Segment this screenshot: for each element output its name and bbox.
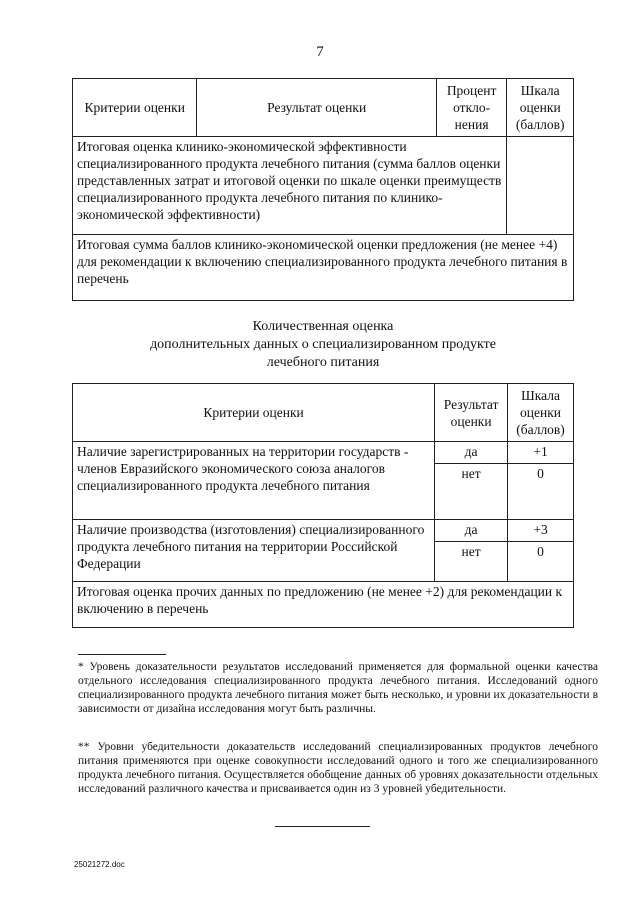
total-row: Итоговая оценка прочих данных по предложению (не менее +2) для рекомендации к включению в перечень xyxy=(73,582,574,628)
col-header-deviation: Процент откло-нения xyxy=(436,79,506,137)
section-title: Количественная оценка дополнительных данных о специализированном продукте лечебного питания xyxy=(150,319,496,370)
col-header-result: Результат оценки xyxy=(197,79,436,137)
col-header-criteria: Критерии оценки xyxy=(73,384,435,442)
col-header-scale: Шкала оценки (баллов) xyxy=(507,79,574,137)
score-value: 0 xyxy=(508,542,574,582)
footnote-divider xyxy=(78,654,166,655)
criterion-analogs: Наличие зарегистрированных на территории государств - членов Евразийского экономического союза аналогов специализированного продукта лечебного питания xyxy=(73,442,435,520)
result-no: нет xyxy=(435,542,508,582)
end-divider xyxy=(275,826,370,827)
col-header-result: Результат оценки xyxy=(435,384,508,442)
page-number: 7 xyxy=(316,44,324,60)
clinical-economic-table xyxy=(72,78,574,301)
document-code: 25021272.doc xyxy=(74,860,125,869)
result-no: нет xyxy=(435,464,508,520)
additional-data-table xyxy=(72,383,574,628)
result-yes: да xyxy=(435,520,508,542)
col-header-criteria: Критерии оценки xyxy=(73,79,197,137)
score-value: +1 xyxy=(508,442,574,464)
criterion-production: Наличие производства (изготовления) специализированного продукта лечебного питания на территории Российской Федерации xyxy=(73,520,435,582)
score-cell xyxy=(507,137,574,235)
footnote-1: * Уровень доказательности результатов исследований применяется для формальной оценки качества отдельного исследования специализированного продукта лечебного питания. Исследований одного специализированного продукта лечебного питания может быть несколько, и уровни их доказательности в зависимости от дизайна исследования могут быть различны. xyxy=(78,661,598,715)
col-header-scale: Шкала оценки (баллов) xyxy=(508,384,574,442)
result-yes: да xyxy=(435,442,508,464)
table-row: Итоговая оценка клинико-экономической эффективности специализированного продукта лечебного питания (сумма баллов оценки представленных затрат и итоговой оценки по шкале оценки преимуществ специализированного продукта лечебного питания по клинико-экономической эффективности) xyxy=(73,137,507,235)
footnote-2: ** Уровни убедительности доказательств исследований специализированных продуктов лечебного питания применяются при оценке совокупности исследований одного и того же специализированного продукта лечебного питания. Осуществляется обобщение данных об уровнях доказательности отдельных исследований различного качества и присваивается один из 3 уровней убедительности. xyxy=(78,741,598,795)
score-value: 0 xyxy=(508,464,574,520)
table-row: Итоговая сумма баллов клинико-экономической оценки предложения (не менее +4) для рекомендации к включению специализированного продукта лечебного питания в перечень xyxy=(73,235,574,301)
score-value: +3 xyxy=(508,520,574,542)
